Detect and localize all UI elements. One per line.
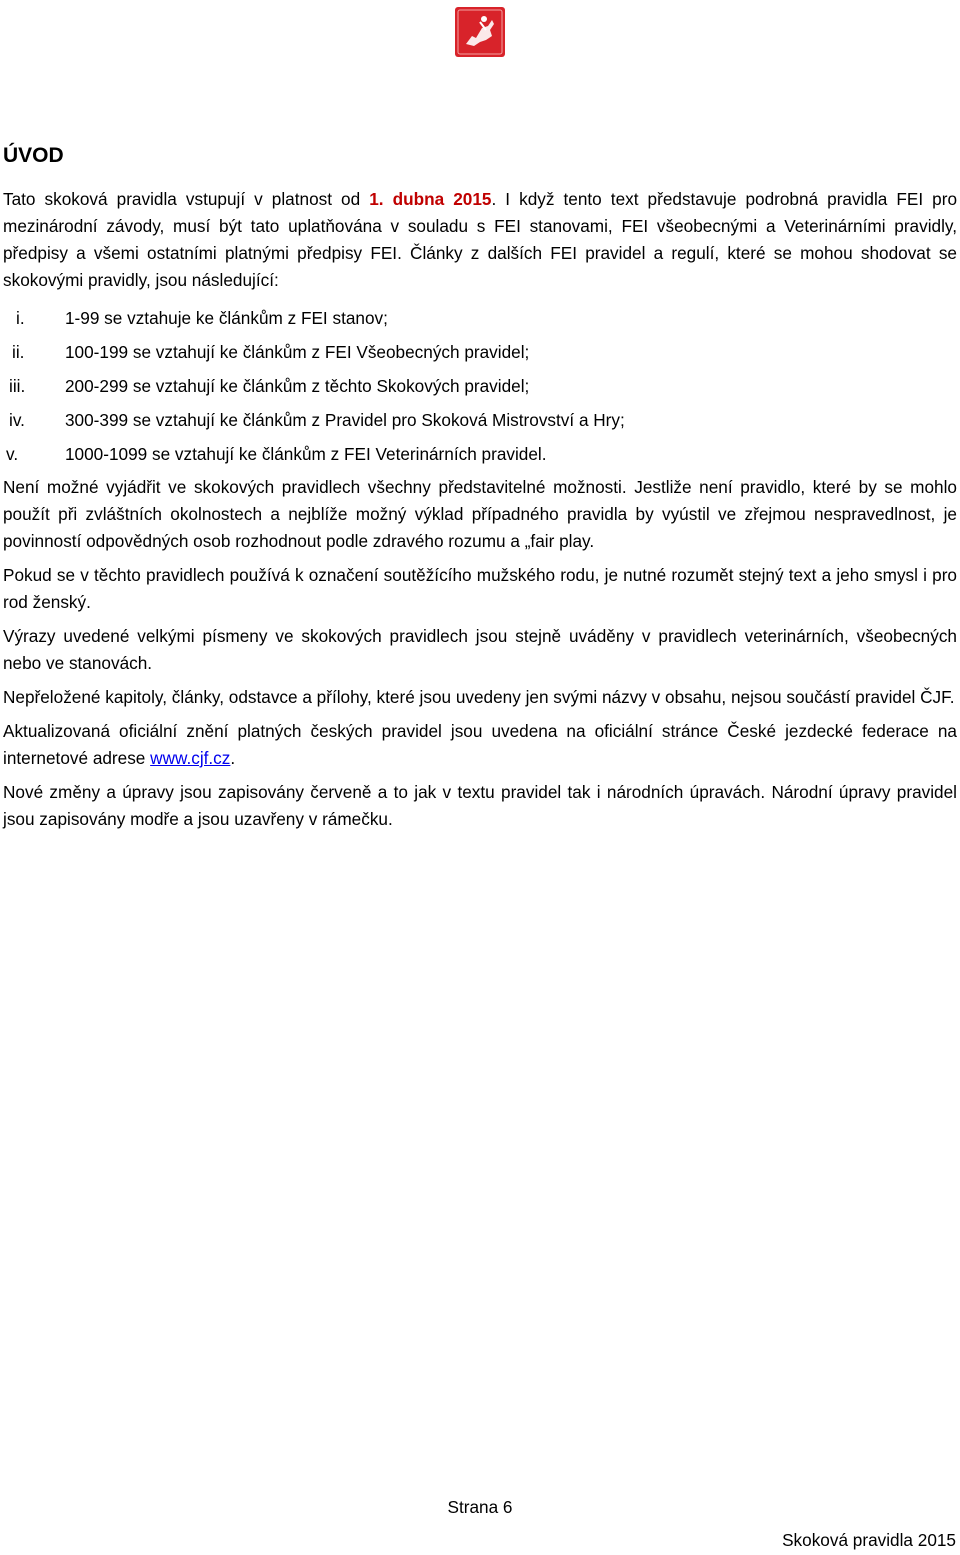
page-content xyxy=(3,140,957,840)
intro-text-start: Tato skoková pravidla vstupují v platnost od xyxy=(3,189,370,209)
paragraph-gender: Pokud se v těchto pravidlech používá k označení soutěžícího mužského rodu, je nutné rozumět stejný text a jeho smysl i pro rod ženský. xyxy=(3,565,957,612)
list-text: 200-299 se vztahují ke článkům z těchto Skokových pravidel; xyxy=(65,375,530,396)
page-number: Strana 6 xyxy=(447,1497,513,1517)
list-number: i. xyxy=(16,307,25,328)
section-title: ÚVOD xyxy=(3,144,64,167)
intro-text-rest: . I když tento text představuje podrobná pravidla FEI pro mezinárodní závody, musí být tato uplatňována v souladu s FEI stanovami, FEI všeobecnými a Veterinárními pravidly, předpisy a všemi ostatními platnými předpisy FEI. Články z dalších FEI pravidel a regulí, které se mohou shodovat se skokovými pravidly, jsou následující: xyxy=(3,189,958,290)
article-ranges-list xyxy=(3,301,957,471)
official-text-end: . xyxy=(230,748,236,768)
list-number: iii. xyxy=(9,375,26,396)
list-item xyxy=(3,301,957,335)
list-item xyxy=(3,369,957,403)
official-text: Aktualizovaná oficiální znění platných českých pravidel jsou uvedena na oficiální stránce České jezdecké federace na internetové adrese xyxy=(3,721,957,768)
list-text: 300-399 se vztahují ke článkům z Pravidel pro Skoková Mistrovství a Hry; xyxy=(65,409,625,430)
list-text: 100-199 se vztahují ke článkům z FEI Všeobecných pravidel; xyxy=(65,341,530,362)
list-number: iv. xyxy=(9,409,25,430)
intro-paragraph xyxy=(3,186,957,294)
paragraph-untranslated: Nepřeložené kapitoly, články, odstavce a přílohy, které jsou uvedeny jen svými názvy v obsahu, nejsou součástí pravidel ČJF. xyxy=(3,687,955,707)
list-item xyxy=(3,335,957,369)
list-item xyxy=(3,403,957,437)
paragraph-changes: Nové změny a úpravy jsou zapisovány červeně a to jak v textu pravidel tak i národních úpravách. Národní úpravy pravidel jsou zapisovány modře a jsou uzavřeny v rámečku. xyxy=(3,782,957,829)
horse-rider-logo-icon xyxy=(454,6,506,58)
paragraph-fair-play: Není možné vyjádřit ve skokových pravidlech všechny představitelné možnosti. Jestliže není pravidlo, které by se mohlo použít při zvláštních okolnostech a nejblíže možný výklad případného pravidla by vyústil ve zřejmou nespravedlnost, je povinností odpovědných osob rozhodnout podle zdravého rozumu a „fair play. xyxy=(3,477,957,551)
list-item xyxy=(3,437,957,471)
footer-doc-title: Skoková pravidla 2015 xyxy=(782,1530,956,1550)
paragraph-capitals: Výrazy uvedené velkými písmeny ve skokových pravidlech jsou stejně uváděny v pravidlech veterinárních, všeobecných nebo ve stanovách. xyxy=(3,626,957,673)
effective-date: 1. dubna 2015 xyxy=(369,189,492,209)
cjf-website-link[interactable]: www.cjf.cz xyxy=(150,748,231,768)
list-number: ii. xyxy=(12,341,25,362)
list-number: v. xyxy=(6,443,19,464)
list-text: 1-99 se vztahuje ke článkům z FEI stanov; xyxy=(65,307,388,328)
paragraph-official-version xyxy=(3,718,957,772)
list-text: 1000-1099 se vztahují ke článkům z FEI Veterinárních pravidel. xyxy=(65,443,547,464)
